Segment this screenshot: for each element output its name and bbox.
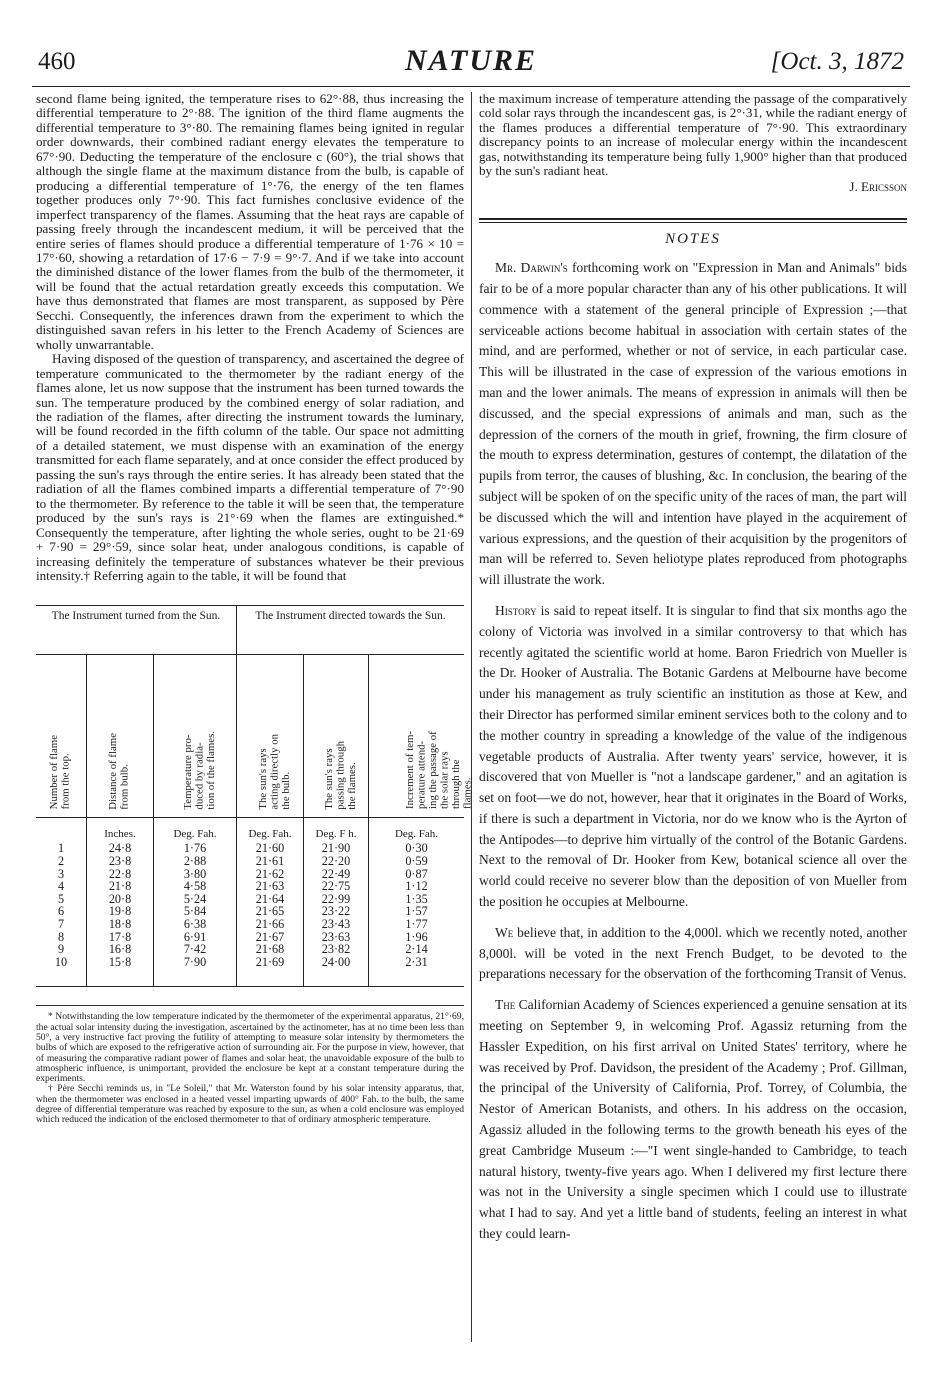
- table-group-heading: The Instrument directed towards the Sun.: [237, 606, 465, 655]
- table-cell: 18·8: [87, 918, 154, 931]
- table-cell: 21·90: [304, 840, 369, 855]
- table-cell: 4: [57, 879, 65, 894]
- table-cell: 0·30: [369, 840, 465, 855]
- table-cell: 6·91: [154, 931, 237, 944]
- table-cell: 23·43: [304, 918, 369, 931]
- table-cell: 24·00: [304, 956, 369, 969]
- section-rule: [479, 222, 907, 223]
- table-cell: 2·88: [154, 855, 237, 868]
- notes-section: [479, 258, 907, 1245]
- column-header: The sun's rays passing through the flames.: [304, 655, 369, 818]
- table-cell: 1·57: [369, 905, 465, 918]
- table-cell: 21·65: [237, 905, 304, 918]
- table-cell: 2: [57, 854, 65, 868]
- table-cell: 5·24: [154, 893, 237, 906]
- column-header: The sun's rays acting directly on the bulb.: [237, 655, 304, 818]
- table-bottom-rule: [36, 968, 464, 987]
- table-cell: 4·58: [154, 880, 237, 893]
- table-cell: 21·62: [237, 868, 304, 881]
- table-row: [36, 880, 464, 893]
- note-lead: History: [495, 602, 537, 618]
- note-paragraph: [479, 258, 907, 591]
- unit-cell: Deg. F h.: [304, 818, 369, 841]
- table-cell: 2·14: [369, 943, 465, 956]
- table-cell: 6: [57, 904, 65, 919]
- left-column: [36, 91, 473, 1342]
- table-cell: 23·22: [304, 905, 369, 918]
- unit-cell: Inches.: [87, 818, 154, 841]
- unit-cell: Deg. Fah.: [237, 818, 304, 841]
- footnote: * Notwithstanding the low temperature indicated by the thermometer of the experimental apparatus, 21°·69, the actual solar intensity during the investigation, ascertained by the actinometer, has at no time been less than 50°, a very instructive fact proving the futility of attempting to measure solar intensity by thermometers the bulbs of which are exposed to the refrigerative action of surrounding air. For the purpose in view, however, that of measuring the comparative radiant power of flames and solar heat, the unavoidable exposure of the bulb to atmospheric influence, is unimportant, provided the enclosure be kept at a constant temperature during the experiments.: [36, 1011, 464, 1085]
- table-cell: 15·8: [87, 956, 154, 969]
- table-cell: 21·69: [237, 956, 304, 969]
- table-cell: 23·8: [87, 855, 154, 868]
- table-units-row: [36, 818, 464, 841]
- table-cell: 1·96: [369, 931, 465, 944]
- article-conclusion: [479, 92, 907, 194]
- unit-cell: Deg. Fah.: [154, 818, 237, 841]
- column-header: Temperature pro- duced by radia- tion of the flames.: [154, 655, 237, 818]
- table-row: [36, 893, 464, 906]
- table-cell: 7·42: [154, 943, 237, 956]
- column-divider: [471, 92, 472, 1342]
- table-cell: 21·63: [237, 880, 304, 893]
- table-cell: 1: [57, 841, 65, 856]
- table-cell: 10: [54, 954, 68, 969]
- note-text: believe that, in addition to the 4,000l. which we recently noted, another 8,000l. will be voted in the next French Budget, to be devoted to the preparations necessary for the observation of the forthcoming Transit of Venus.: [479, 924, 907, 982]
- table-body: [36, 840, 464, 986]
- table-cell: 21·60: [237, 840, 304, 855]
- table-row: [36, 918, 464, 931]
- note-paragraph: [479, 923, 907, 985]
- note-paragraph: [479, 601, 907, 913]
- table-cell: 16·8: [87, 943, 154, 956]
- paragraph: second flame being ignited, the temperature rises to 62°·88, thus increasing the differential temperature to 2°·88. The ignition of the third flame augments the differential temperature to 3°·80. The remaining flames being ignited in regular order downwards, their combined radiant energy elevates the temperature to 67°·90. Deducting the temperature of the enclosure c (60°), the trial shows that although the single flame at the maximum distance from the bulb, is capable of producing a differential temperature of 1°·76, the energy of the ten flames together produces only 7°·90. This fact furnishes conclusive evidence of the imperfect transparency of the flames. Assuming that the heat rays are capable of passing freely through the incandescent medium, it will be perceived that the entire series of flames should produce a differential temperature of 1·76 × 10 = 17°·60, showing a retardation of 17·6 − 7·9 = 9°·7. And if we take into account the diminished distance of the lower flames from the bulb of the thermometer, it will be found that the actual retardation greatly exceeds this computation. We have thus demonstrated that flames are most transparent, as supposed by Père Secchi. Consequently, the inferences drawn from the experiment to which the distinguished savan refers in his letter to the French Academy of Sciences are wholly unwarrantable.: [36, 91, 464, 352]
- column-header: Number of flame from the top.: [48, 735, 72, 810]
- unit-cell: [36, 818, 87, 841]
- table-row: [36, 868, 464, 881]
- note-text: is said to repeat itself. It is singular to find that six months ago the colony of Victoria was involved in a similar controversy to that which has recently agitated the scientific world at home. Baron Friedrich von Mueller is the Dr. Hooker of Australia. The Botanic Gardens at Melbourne have become under his management as truly scientific an institution as those at Kew, and their Director has performed similar eminent services both to the colony and to the mother country in spreading a knowledge of the value of the indigenous vegetable products of Australia. After twenty years' service, however, it is discovered that von Mueller is "not a landscape gardener," and an agitation is set on foot—we do not, however, hear that it originates in the Board of Works, if there is such a department in Victoria, nor do we know who is the Ayrton of the Antipodes—to deprive him virtually of the control of the Botanic Gardens. Next to the removal of Dr. Hooker from Kew, botanical science all over the world could receive no severer blow than the deposition of von Mueller from the position he occupies at Melbourne.: [479, 602, 907, 910]
- table-row: [36, 943, 464, 956]
- table-cell: 22·75: [304, 880, 369, 893]
- table-cell: 7: [57, 916, 65, 931]
- note-lead: The: [495, 997, 516, 1013]
- table-row: [36, 840, 464, 855]
- table-cell: 5·84: [154, 905, 237, 918]
- table-cell: 21·66: [237, 918, 304, 931]
- table-cell: 24·8: [87, 840, 154, 855]
- right-column: [479, 92, 907, 1342]
- page-number: 460: [38, 48, 76, 75]
- page-header: [32, 42, 910, 82]
- table-cell: 5: [57, 891, 65, 906]
- table-cell: 8: [57, 929, 65, 944]
- table-row: [36, 956, 464, 969]
- table-cell: 20·8: [87, 893, 154, 906]
- author-signature: J. Ericsson: [849, 178, 907, 194]
- section-rule: [479, 218, 907, 220]
- issue-date: [Oct. 3, 1872: [770, 48, 904, 75]
- footnote: † Père Secchi reminds us, in "Le Soleil," that Mr. Waterston found by his solar intensity apparatus, that, when the thermometer was enclosed in a heated vessel imparting upwards of 400° Fah. to the bulb, the same degree of differential temperature was reached by exposure to the sun, as when a cold enclosure was employed which reduced the indication of the enclosed thermometer to that of ordinary atmospheric temperature.: [36, 1083, 464, 1126]
- table-cell: 3: [57, 866, 65, 881]
- table-cell: 19·8: [87, 905, 154, 918]
- table-cell: 23·82: [304, 943, 369, 956]
- table-cell: 1·12: [369, 880, 465, 893]
- table-cell: 23·63: [304, 931, 369, 944]
- paragraph: the maximum increase of temperature attending the passage of the comparatively cold solar rays through the incandescent gas, is 2°·31, while the radiant energy of the flames produces a differential temperature of 7°·90. This extraordinary discrepancy points to an increase of molecular energy within the incandescent gas, notwithstanding its temperature being fully 1,900° higher than that produced by the sun's radiant heat.: [479, 91, 907, 179]
- table-group-heading: The Instrument turned from the Sun.: [51, 610, 221, 623]
- column-header: Distance of flame from bulb.: [87, 655, 154, 818]
- table-cell: 17·8: [87, 931, 154, 944]
- article-text: [36, 92, 464, 583]
- table-cell: 22·8: [87, 868, 154, 881]
- table-cell: 1·77: [369, 918, 465, 931]
- note-lead: Mr. Darwin's: [495, 260, 568, 276]
- column-header: Increment of tem- perature attend- ing the passage of the solar rays through the flames.: [369, 655, 465, 818]
- table-cell: 6·38: [154, 918, 237, 931]
- table-row: [36, 931, 464, 944]
- table-row: [36, 905, 464, 918]
- notes-heading: NOTES: [665, 231, 721, 248]
- table-cell: 0·59: [369, 855, 465, 868]
- table-cell: 22·20: [304, 855, 369, 868]
- paragraph: Having disposed of the question of transparency, and ascertained the degree of temperature communicated to the thermometer by the radiant energy of the flames alone, let us now suppose that the instrument has been turned towards the sun. The temperature produced by the combined energy of solar radiation, and the radiation of the flames, after directing the instrument towards the luminary, will be found recorded in the fifth column of the table. Our space not admitting of a detailed statement, we must dispense with an examination of the energy transmitted for each flame separately, and at once consider the effect produced by passing the sun's rays through the entire series. It has already been stated that the radiation of all the flames combined imparts a differential temperature of 7°·90 to the thermometer. By reference to the table it will be seen that, the temperature produced by the sun's rays is 21°·69 when the flames are extinguished.* Consequently the temperature, after lighting the whole series, ought to be 21·69 + 7·90 = 29°·59, since solar heat, under analogous conditions, is capable of increasing definitely the temperature of substances whatever be their previous intensity.† Referring again to the table, it will be found that: [36, 351, 464, 583]
- table-cell: 21·68: [237, 943, 304, 956]
- table-cell: 22·99: [304, 893, 369, 906]
- table-row: [36, 855, 464, 868]
- note-text: Californian Academy of Sciences experienced a genuine sensation at its meeting on September 9, in welcoming Prof. Agassiz returning from the Hassler Expedition, on his first arrival on United States' territory, where he was received by Prof. Davidson, the president of the Academy ; Prof. Gillman, the principal of the University of California, Prof. Torrey, of Columbia, the Nestor of American Botanists, and others. In his address on the occasion, Agassiz alluded in the following terms to the growth beneath his eyes of the great Cambridge Museum :—"I went single-handed to Cambridge, to teach natural history, twenty-five years ago. When I delivered my first lecture there was not in the University a single specimen which I could use to illustrate what I had to say. And yet a little band of students, feeling an interest in what they could learn-: [479, 997, 907, 1242]
- footnotes: [36, 1005, 464, 1125]
- table-cell: 2·31: [369, 956, 465, 969]
- table-cell: 21·8: [87, 880, 154, 893]
- table-cell: 21·61: [237, 855, 304, 868]
- table-cell: 22·49: [304, 868, 369, 881]
- table-cell: 0·87: [369, 868, 465, 881]
- flame-table: [36, 605, 473, 987]
- table-cell: 1·35: [369, 893, 465, 906]
- journal-title: NATURE: [404, 44, 538, 77]
- table-cell: 21·67: [237, 931, 304, 944]
- table-cell: 21·64: [237, 893, 304, 906]
- table-cell: 9: [57, 942, 65, 957]
- table-cell: 1·76: [154, 840, 237, 855]
- note-paragraph: [479, 995, 907, 1245]
- table-cell: 7·90: [154, 956, 237, 969]
- unit-cell: Deg. Fah.: [369, 818, 465, 841]
- header-rule: [32, 86, 910, 87]
- table-cell: 3·80: [154, 868, 237, 881]
- note-text: forthcoming work on "Expression in Man and Animals" bids fair to be of a more popular character than any of his other publications. It will commence with a statement of the general principle of Expression ;—that serviceable actions become habitual in association with certain states of the mind, and are performed, whether or not of service, in each particular case. This will be illustrated in the case of expression of the various emotions in man and the lower animals. The means of expression in animals will then be discussed, and the special expressions of animals and man, such as the depression of the corners of the mouth in grief, frowning, the firm closure of the mouth to express determination, gestures of contempt, the dilatation of the pupils from terror, the causes of blushing, &c. In conclusion, the bearing of the subject will be spoken of on the specific unity of the races of man, the part will be discussed which the will and intention have played in the acquirement of various expressions, and the question of their acquisition by the progenitors of man will be referred to. Seven heliotype plates reproduced from photographs will illustrate the work.: [479, 260, 907, 588]
- note-lead: We: [495, 924, 514, 940]
